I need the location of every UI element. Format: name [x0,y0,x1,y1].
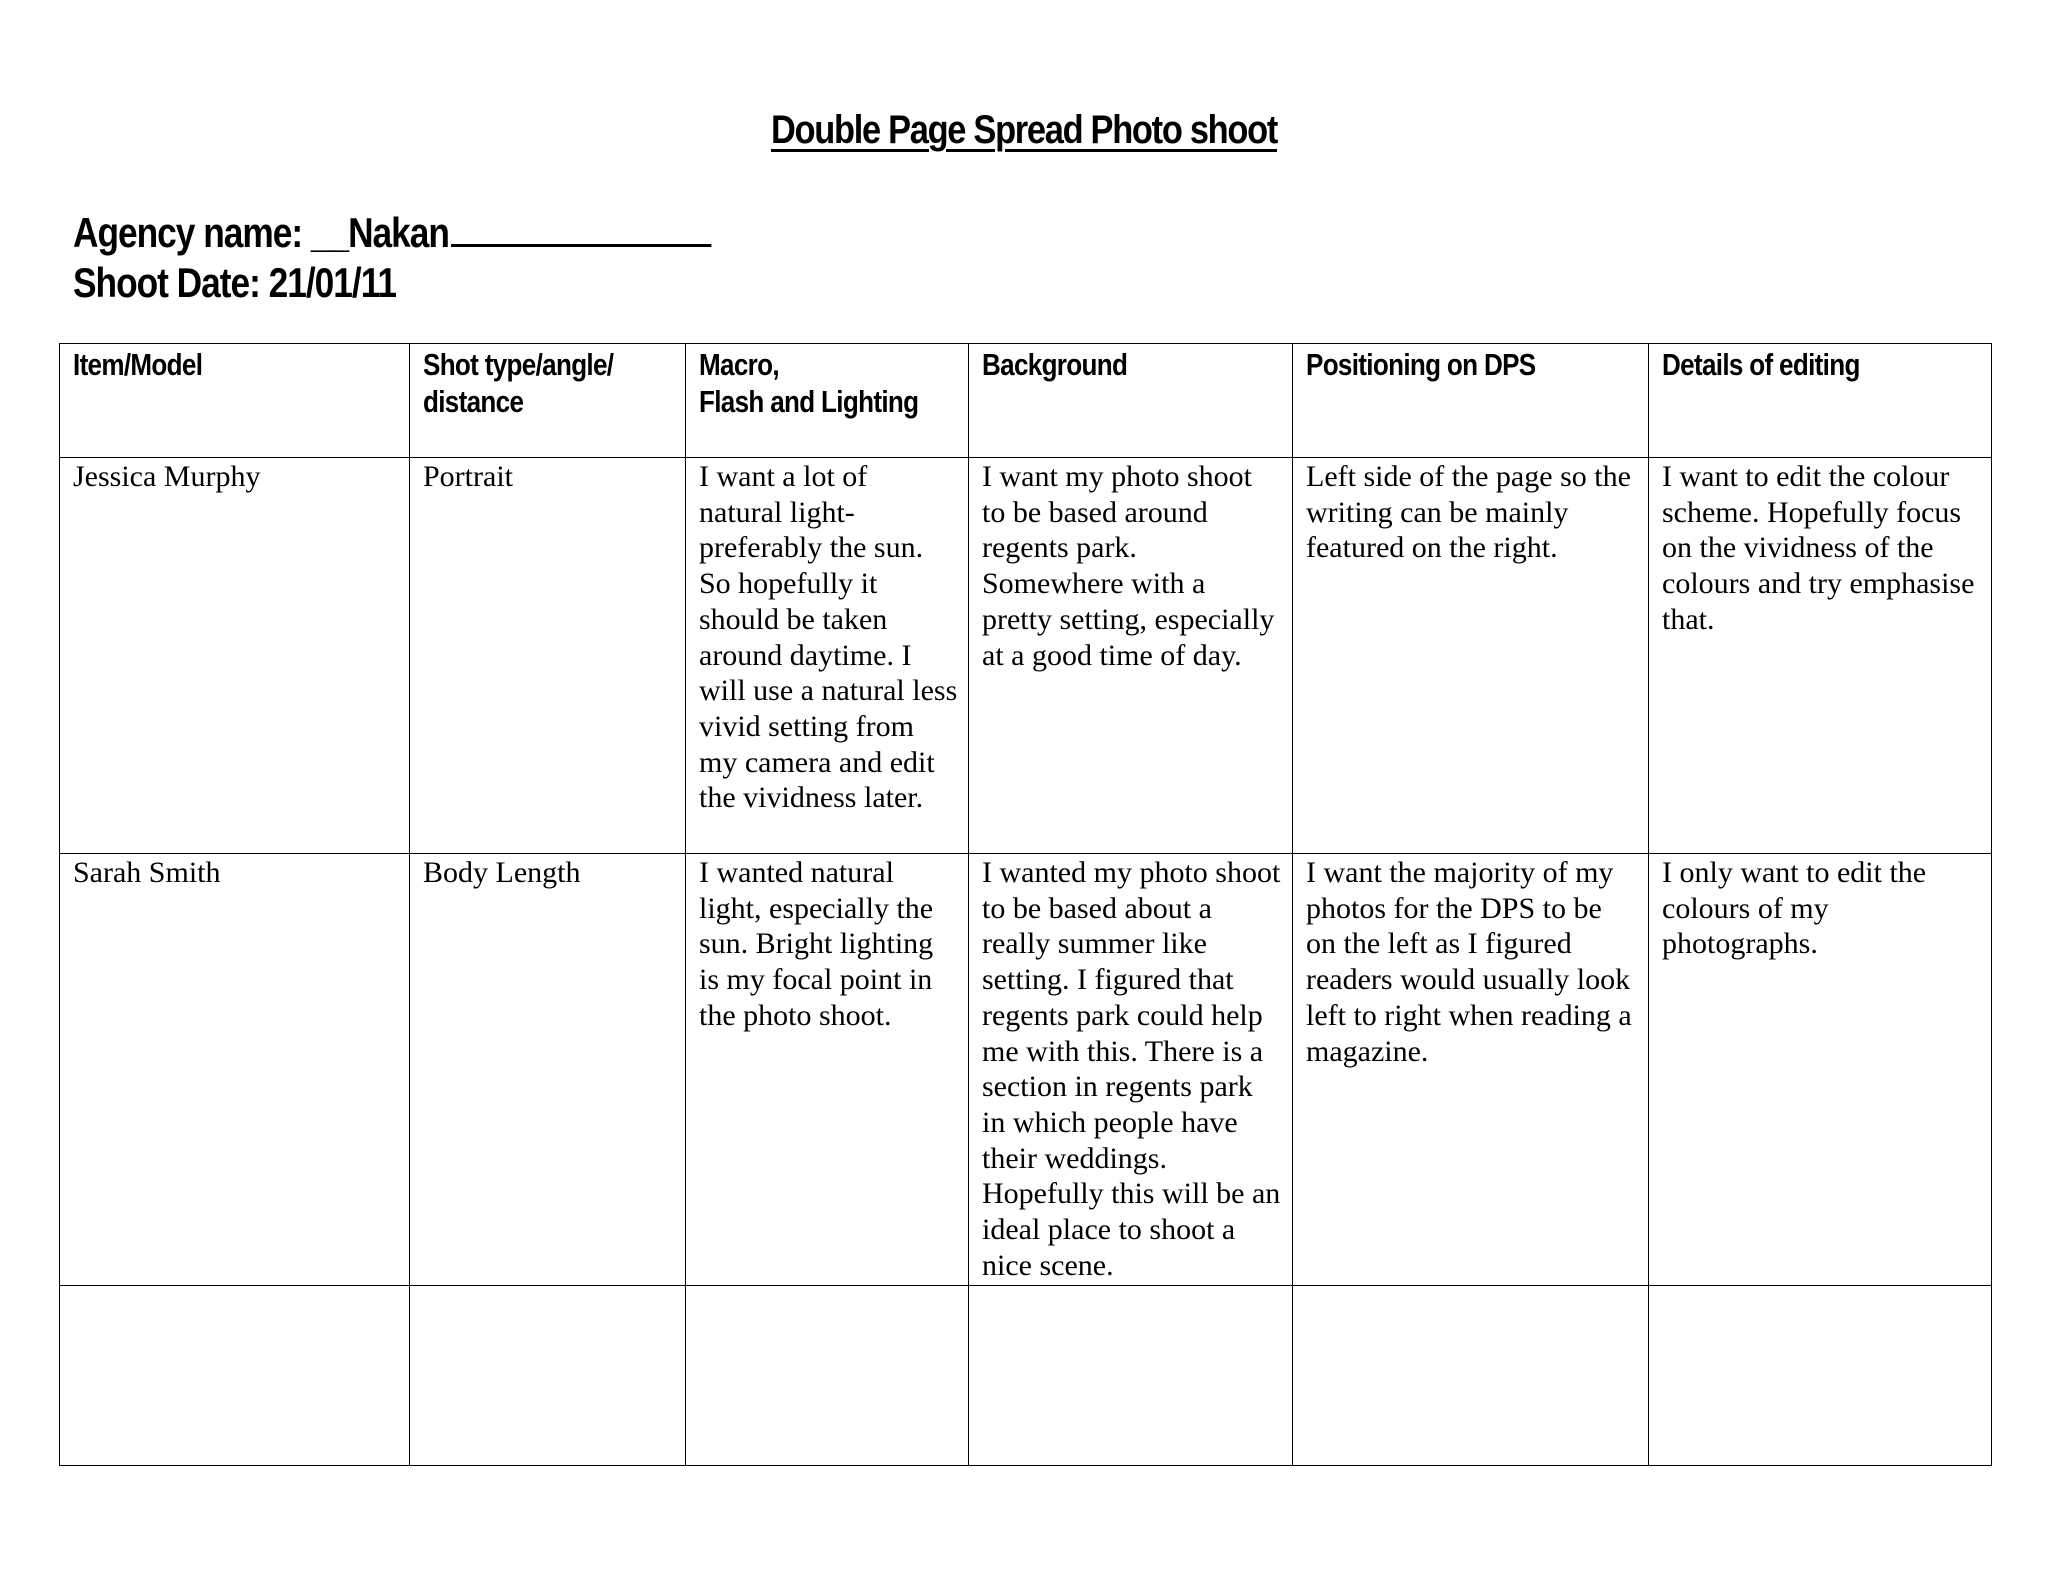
cell-shot-type: Portrait [410,458,686,854]
cell-lighting: I wanted natural light, especially the sun. Bright lighting is my focal point in the photo shoot. [686,854,969,1286]
table-row-empty [60,1286,1992,1466]
cell-empty [410,1286,686,1466]
cell-background: I wanted my photo shoot to be based about a really summer like setting. I figured that regents park could help me with this. There is a section in regents park in which people have their weddings. Hopefully this will be an ideal place to shoot a nice scene. [969,854,1293,1286]
table-header-row [60,344,1992,458]
header-positioning: Positioning on DPS [1293,344,1649,458]
cell-background: I want my photo shoot to be based around regents park. Somewhere with a pretty setting, especially at a good time of day. [969,458,1293,854]
cell-positioning: I want the majority of my photos for the DPS to be on the left as I figured readers would usually look left to right when reading a magazine. [1293,854,1649,1286]
cell-shot-type: Body Length [410,854,686,1286]
cell-item-model: Jessica Murphy [60,458,410,854]
photo-shoot-table [59,343,1992,1466]
cell-empty [686,1286,969,1466]
shoot-date-label: Shoot Date: 21/01/11 [73,259,396,306]
header-shot-type: Shot type/angle/ distance [410,344,686,458]
header-lighting: Macro, Flash and Lighting [686,344,969,458]
cell-empty [1293,1286,1649,1466]
document-title [143,108,1904,153]
agency-name-line [73,208,711,258]
cell-positioning: Left side of the page so the writing can be mainly featured on the right. [1293,458,1649,854]
table-row [60,854,1992,1286]
table-row [60,458,1992,854]
header-editing: Details of editing [1649,344,1992,458]
cell-empty [1649,1286,1992,1466]
cell-editing: I only want to edit the colours of my photographs. [1649,854,1992,1286]
cell-lighting: I want a lot of natural light- preferably the sun. So hopefully it should be taken around daytime. I will use a natural less vivid setting from my camera and edit the vividness later. [686,458,969,854]
agency-name-underline [451,208,711,247]
document-title-text: Double Page Spread Photo shoot [770,108,1278,152]
document-meta [73,208,711,308]
cell-empty [969,1286,1293,1466]
cell-empty [60,1286,410,1466]
cell-item-model: Sarah Smith [60,854,410,1286]
cell-editing: I want to edit the colour scheme. Hopefully focus on the vividness of the colours and try emphasise that. [1649,458,1992,854]
header-item-model: Item/Model [60,344,410,458]
agency-name-label: Agency name: __Nakan [73,209,449,256]
header-background: Background [969,344,1293,458]
